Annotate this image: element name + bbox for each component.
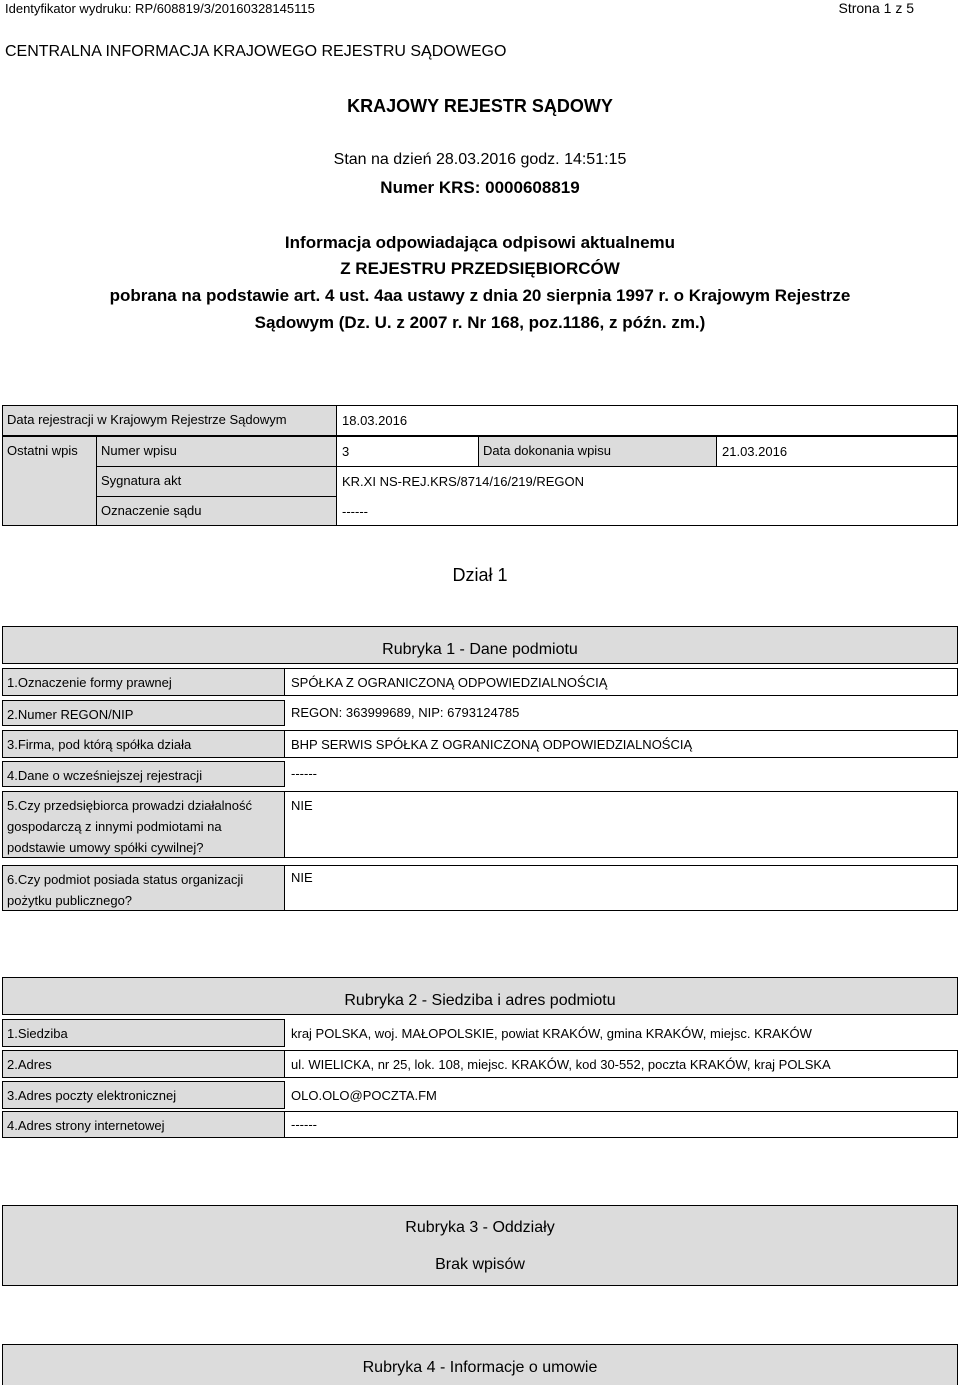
entry-number-label: Numer wpisu <box>96 436 337 467</box>
rubric-2-row-3-value: OLO.OLO@POCZTA.FM <box>291 1088 437 1103</box>
info-line-1: Informacja odpowiadająca odpisowi aktualnemu <box>284 233 676 252</box>
rubric-1-row-6-frame <box>284 865 958 911</box>
rubric-1-row-5-label: 5.Czy przedsiębiorca prowadzi działalność gospodarczą z innymi podmiotami na podstawie umowy spółki cywilnej? <box>2 791 285 858</box>
rubric-2-row-2-label: 2.Adres <box>2 1050 285 1078</box>
rubric-1-row-4-label: 4.Dane o wcześniejszej rejestracji <box>2 761 285 787</box>
signature-value: KR.XI NS-REJ.KRS/8714/16/219/REGON <box>342 474 585 489</box>
rubric-4-title: Rubryka 4 - Informacje o umowie <box>362 1359 598 1376</box>
last-entry-label: Ostatni wpis <box>2 436 97 526</box>
legal-basis-line-2: Sądowym (Dz. U. z 2007 r. Nr 168, poz.1186, z późn. zm.) <box>254 313 706 332</box>
registration-date-label: Data rejestracji w Krajowym Rejestrze Sądowym <box>2 405 337 436</box>
rubric-1-row-6-value: NIE <box>291 870 313 885</box>
registration-date-frame <box>336 405 958 436</box>
rubric-1-row-4-value: ------ <box>291 766 317 781</box>
organization-name: CENTRALNA INFORMACJA KRAJOWEGO REJESTRU SĄDOWEGO <box>5 43 507 60</box>
state-date: Stan na dzień 28.03.2016 godz. 14:51:15 <box>333 151 627 168</box>
section-title: Dział 1 <box>452 565 508 585</box>
print-identifier: Identyfikator wydruku: RP/608819/3/20160328145115 <box>5 1 315 16</box>
rubric-2-row-1-value: kraj POLSKA, woj. MAŁOPOLSKIE, powiat KRAKÓW, gmina KRAKÓW, miejsc. KRAKÓW <box>291 1026 812 1041</box>
rubric-2-title: Rubryka 2 - Siedziba i adres podmiotu <box>2 977 958 1015</box>
rubric-2-row-4-value: ------ <box>291 1117 317 1132</box>
entry-date-value: 21.03.2016 <box>722 444 788 459</box>
entry-date-label: Data dokonania wpisu <box>478 436 717 467</box>
rubric-1-row-1-value: SPÓŁKA Z OGRANICZONĄ ODPOWIEDZIALNOŚCIĄ <box>291 675 608 690</box>
rubric-3-empty: Brak wpisów <box>435 1256 525 1273</box>
rubric-1-row-2-label: 2.Numer REGON/NIP <box>2 700 285 726</box>
rubric-2-row-4-frame <box>284 1111 958 1138</box>
rubric-1-title: Rubryka 1 - Dane podmiotu <box>2 626 958 664</box>
rubric-1-row-2-value: REGON: 363999689, NIP: 6793124785 <box>291 705 520 720</box>
court-label: Oznaczenie sądu <box>96 496 337 526</box>
rubric-3-title: Rubryka 3 - Oddziały <box>405 1219 555 1236</box>
entry-number-value: 3 <box>342 444 350 459</box>
rubric-1-row-3-value: BHP SERWIS SPÓŁKA Z OGRANICZONĄ ODPOWIEDZIALNOŚCIĄ <box>291 737 693 752</box>
rubric-1-row-6-label: 6.Czy podmiot posiada status organizacji pożytku publicznego? <box>2 865 285 911</box>
rubric-2-row-2-value: ul. WIELICKA, nr 25, lok. 108, miejsc. KRAKÓW, kod 30-552, poczta KRAKÓW, kraj POLSKA <box>291 1057 831 1072</box>
registry-title: KRAJOWY REJESTR SĄDOWY <box>347 96 613 116</box>
krs-number: Numer KRS: 0000608819 <box>380 178 580 197</box>
signature-label: Sygnatura akt <box>96 466 337 497</box>
rubric-2-row-3-label: 3.Adres poczty elektronicznej <box>2 1081 285 1109</box>
rubric-1-row-1-label: 1.Oznaczenie formy prawnej <box>2 668 285 696</box>
rubric-1-row-5-frame <box>284 791 958 858</box>
court-value: ------ <box>342 504 368 519</box>
registration-date-value: 18.03.2016 <box>342 413 408 428</box>
legal-basis-line-1: pobrana na podstawie art. 4 ust. 4aa ustawy z dnia 20 sierpnia 1997 r. o Krajowym Rejestrze <box>109 286 851 305</box>
entry-number-frame <box>336 436 479 467</box>
rubric-1-row-5-value: NIE <box>291 798 313 813</box>
rubric-2-row-1-label: 1.Siedziba <box>2 1019 285 1047</box>
signature-court-frame <box>336 466 958 526</box>
rubric-1-row-3-label: 3.Firma, pod którą spółka działa <box>2 730 285 758</box>
page-number: Strona 1 z 5 <box>838 0 914 16</box>
rubric-2-row-4-label: 4.Adres strony internetowej <box>2 1111 285 1138</box>
info-line-2: Z REJESTRU PRZEDSIĘBIORCÓW <box>340 259 620 278</box>
